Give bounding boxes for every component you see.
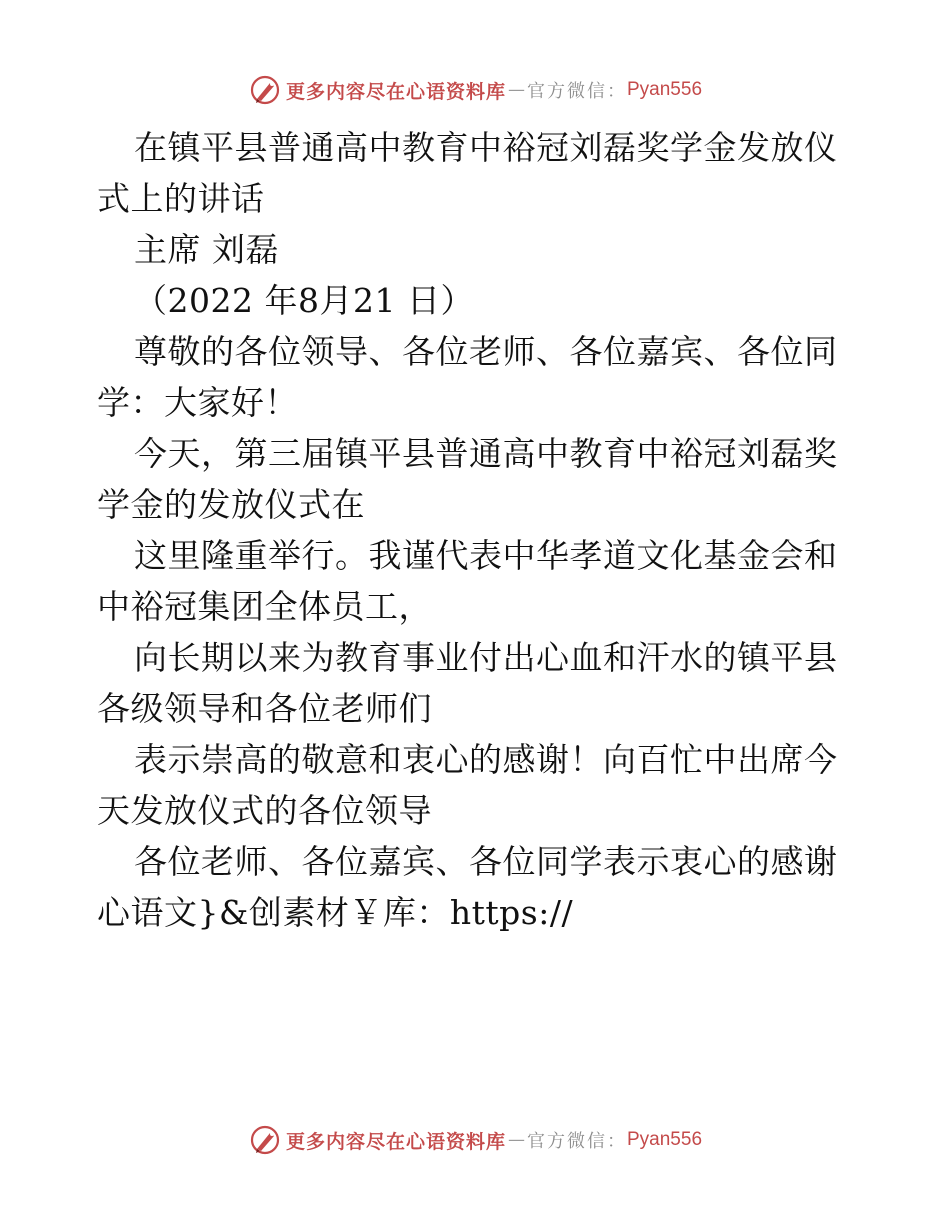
pen-circle-logo-icon (248, 73, 282, 107)
banner-wechat-label: 官方微信： (527, 81, 627, 102)
paragraph-line: 这里隆重举行。我谨代表中华孝道文化基金会和 (134, 536, 838, 575)
greeting-line-1: 尊敬的各位领导、各位老师、各位嘉宾、各位同 (134, 332, 838, 371)
paragraph-line: 中裕冠集团全体员工， (97, 587, 432, 626)
speaker-line: 主席 刘磊 (134, 230, 279, 269)
footer-banner (0, 1120, 950, 1160)
date-line: （2022 年8月21 日） (134, 281, 474, 320)
banner-account: Pyan556 (627, 1129, 703, 1150)
banner-account: Pyan556 (627, 79, 703, 100)
document-body (97, 122, 857, 938)
watermark-line: 心语文}&创素材￥库：https:// (97, 893, 574, 932)
banner-site-name: 更多内容尽在心语资料库 (285, 80, 506, 103)
paragraph-line: 表示崇高的敬意和衷心的感谢！向百忙中出席今 (134, 740, 838, 779)
title-line-2: 式上的讲话 (97, 179, 265, 218)
paragraph-line: 向长期以来为教育事业付出心血和汗水的镇平县 (134, 638, 838, 677)
paragraph-line: 各位老师、各位嘉宾、各位同学表示衷心的感谢 (134, 842, 838, 881)
paragraph-line: 各级领导和各位老师们 (97, 689, 432, 728)
banner-wechat-label: 官方微信： (527, 1131, 627, 1152)
title-line-1: 在镇平县普通高中教育中裕冠刘磊奖学金发放仪 (134, 128, 838, 167)
greeting-line-2: 学：大家好！ (97, 383, 298, 422)
paragraph-line: 今天，第三届镇平县普通高中教育中裕冠刘磊奖 (134, 434, 838, 473)
banner-site-name: 更多内容尽在心语资料库 (285, 1130, 506, 1153)
banner-dash: — (508, 80, 525, 100)
pen-circle-logo-icon (248, 1123, 282, 1157)
banner-dash: — (508, 1130, 525, 1150)
paragraph-line: 天发放仪式的各位领导 (97, 791, 432, 830)
paragraph-line: 学金的发放仪式在 (97, 485, 365, 524)
header-banner (0, 70, 950, 110)
